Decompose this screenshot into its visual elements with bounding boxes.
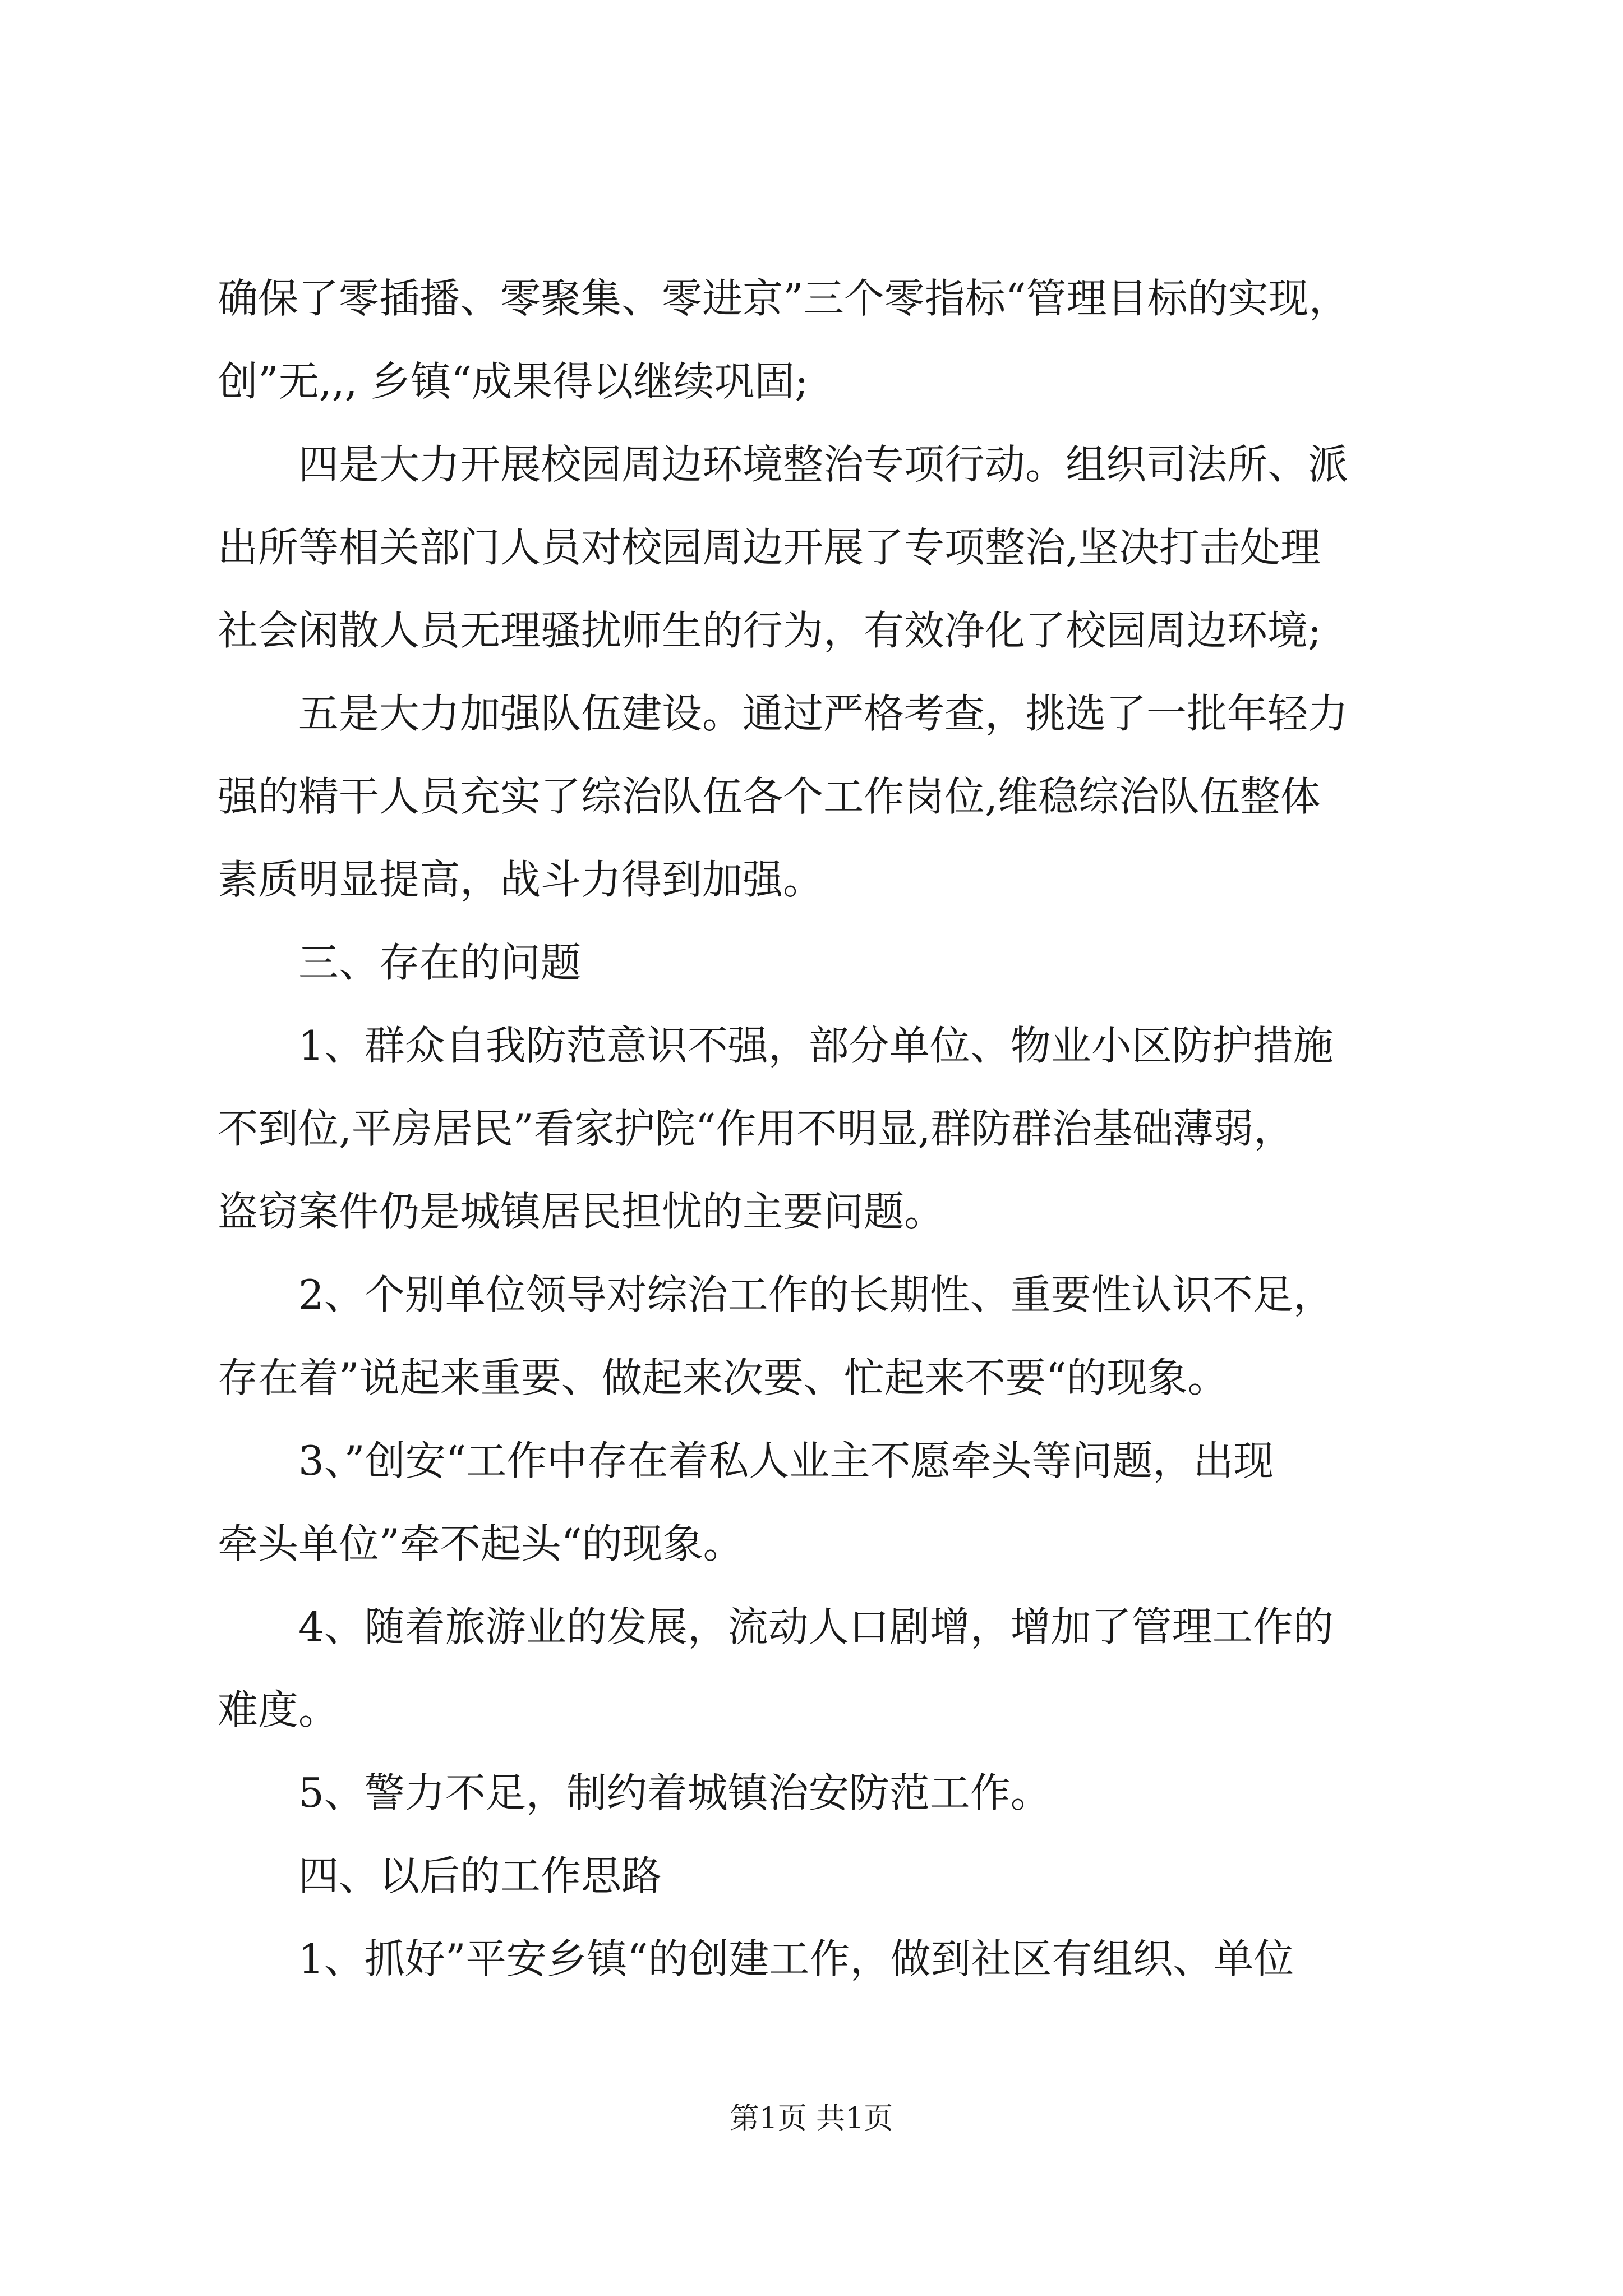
text-line: 五是大力加强队伍建设。通过严格考查，挑选了一批年轻力 — [298, 690, 1349, 737]
text-line: 不到位,平房居民”看家护院“作用不明显,群防群治基础薄弱， — [218, 1105, 1294, 1152]
text-line: 创”无,,, 乡镇“成果得以继续巩固; — [218, 358, 809, 405]
text-line: 出所等相关部门人员对校园周边开展了专项整治,坚决打击处理 — [218, 524, 1321, 571]
text-line: 四、以后的工作思路 — [298, 1852, 662, 1899]
text-line: 强的精干人员充实了综治队伍各个工作岗位,维稳综治队伍整体 — [218, 773, 1321, 820]
text-line: 2、个别单位领导对综治工作的长期性、重要性认识不足， — [298, 1271, 1334, 1318]
text-line: 素质明显提高，战斗力得到加强。 — [218, 856, 824, 903]
text-line: 盗窃案件仍是城镇居民担忧的主要问题。 — [218, 1188, 945, 1235]
text-line: 1、抓好”平安乡镇“的创建工作，做到社区有组织、单位 — [298, 1935, 1294, 1982]
text-line: 存在着”说起来重要、做起来次要、忙起来不要“的现象。 — [218, 1354, 1228, 1401]
page-footer: 第1页 共1页 — [730, 2102, 893, 2136]
text-line: 1、群众自我防范意识不强，部分单位、物业小区防护措施 — [298, 1022, 1334, 1069]
text-line: 三、存在的问题 — [298, 939, 582, 986]
document-body — [218, 257, 1423, 2000]
text-line: 社会闲散人员无理骚扰师生的行为，有效净化了校园周边环境; — [218, 607, 1322, 654]
text-line: 确保了零插播、零聚集、零进京”三个零指标“管理目标的实现， — [218, 275, 1349, 322]
text-line: 3、”创安“工作中存在着私人业主不愿牵头等问题，出现 — [298, 1437, 1274, 1484]
text-line: 四是大力开展校园周边环境整治专项行动。组织司法所、派 — [298, 441, 1349, 488]
text-line: 4、随着旅游业的发展，流动人口剧增，增加了管理工作的 — [298, 1603, 1334, 1650]
text-line: 难度。 — [218, 1686, 339, 1733]
text-line: 5、警力不足，制约着城镇治安防范工作。 — [298, 1769, 1051, 1816]
text-line: 牵头单位”牵不起头“的现象。 — [218, 1520, 744, 1567]
